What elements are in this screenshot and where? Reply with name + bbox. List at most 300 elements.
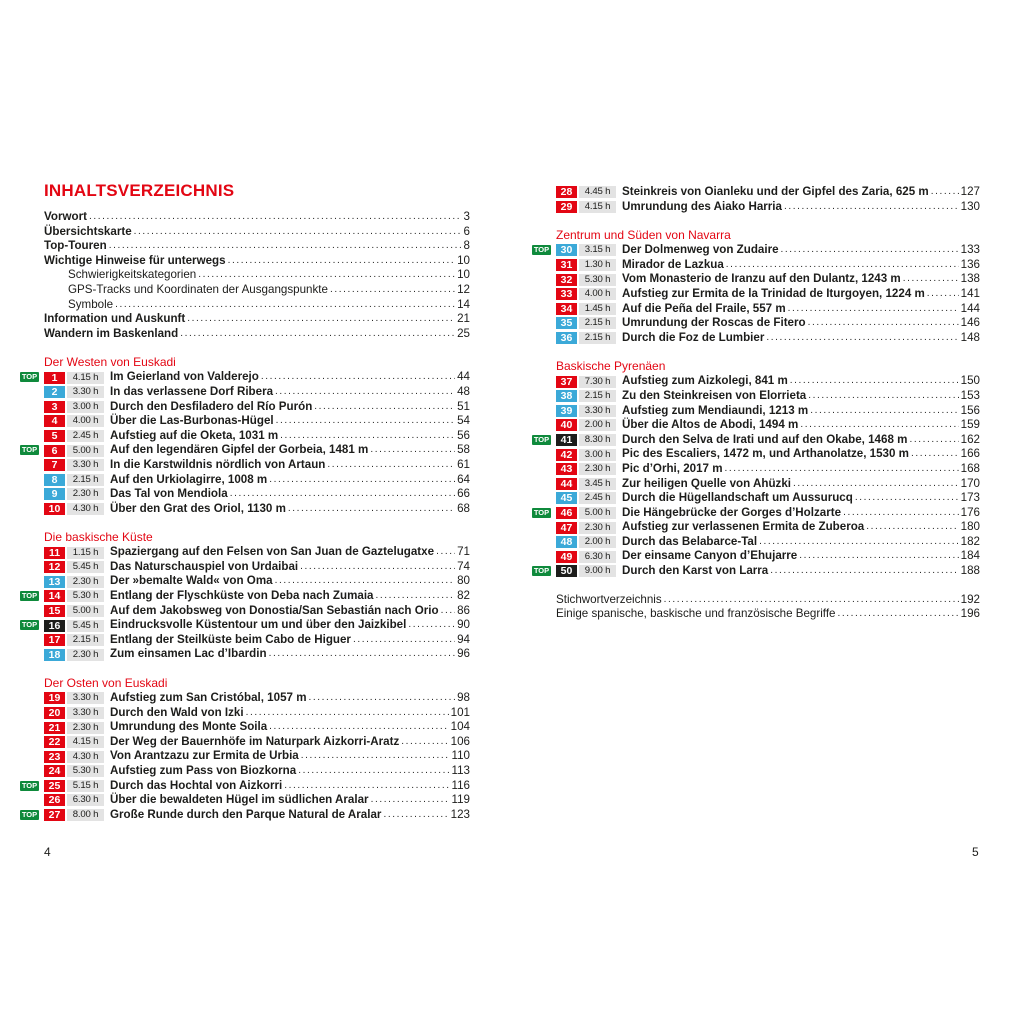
- dot-leader: [799, 549, 958, 564]
- entry-title: Schwierigkeitskategorien: [68, 268, 197, 282]
- tour-entry[interactable]: [556, 331, 980, 346]
- tour-page: 56: [457, 428, 470, 442]
- tour-title: Große Runde durch den Parque Natural de Aralar: [110, 807, 382, 821]
- duration-badge: 5.00 h: [67, 605, 104, 617]
- tour-title: Mirador de Lazkua: [622, 257, 724, 271]
- dot-leader: [726, 258, 959, 273]
- tour-entry[interactable]: [556, 418, 980, 433]
- tour-entry[interactable]: [44, 385, 470, 400]
- tour-title: Durch die Hügellandschaft um Aussurucq: [622, 491, 853, 505]
- tour-number-badge: 27: [44, 809, 65, 821]
- tour-entry[interactable]: [21, 618, 470, 633]
- dot-leader: [288, 502, 455, 517]
- tour-number-badge: 42: [556, 449, 577, 461]
- tour-number-badge: 3: [44, 401, 65, 413]
- tour-title: Durch den Selva de Irati und auf den Okabe, 1468 m: [622, 432, 908, 446]
- dot-leader: [808, 389, 958, 404]
- tour-entry[interactable]: [44, 473, 470, 488]
- tour-number-badge: 47: [556, 522, 577, 534]
- dot-leader: [298, 764, 449, 779]
- duration-badge: 2.15 h: [67, 634, 104, 646]
- tour-title: Eindrucksvolle Küstentour um und über den Jaizkibel: [110, 618, 407, 632]
- tour-title: Der Dolmenweg von Zudaire: [622, 243, 779, 257]
- toc-entry[interactable]: [556, 607, 980, 622]
- dot-leader: [725, 462, 959, 477]
- tour-title: Aufstieg zum San Cristóbal, 1057 m: [110, 691, 307, 705]
- tour-entry[interactable]: [533, 243, 980, 258]
- tour-entry[interactable]: [44, 691, 470, 706]
- entry-page: 14: [457, 297, 470, 311]
- tour-number-badge: 1: [44, 372, 65, 384]
- tour-page: 150: [960, 374, 980, 388]
- duration-badge: 5.15 h: [67, 780, 104, 792]
- right-sections: [533, 228, 980, 578]
- tour-entry[interactable]: [44, 414, 470, 429]
- duration-badge: 4.30 h: [67, 503, 104, 515]
- tour-title: Zum einsamen Lac d’Ibardin: [110, 647, 267, 661]
- top-badge: TOP: [533, 434, 550, 444]
- tour-entry[interactable]: [533, 564, 980, 579]
- dot-leader: [843, 506, 959, 521]
- dot-leader: [401, 735, 448, 750]
- tour-number-badge: 18: [44, 649, 65, 661]
- tour-number-badge: 14: [44, 590, 65, 602]
- tour-number-badge: 37: [556, 376, 577, 388]
- page-title: INHALTSVERZEICHNIS: [44, 181, 235, 200]
- top-badge: TOP: [21, 809, 38, 819]
- dot-leader: [788, 302, 959, 317]
- duration-badge: 3.00 h: [579, 449, 616, 461]
- duration-badge: 4.15 h: [67, 372, 104, 384]
- tour-entry[interactable]: [44, 793, 470, 808]
- duration-badge: 5.45 h: [67, 620, 104, 632]
- tour-entry[interactable]: [44, 647, 470, 662]
- tour-entry[interactable]: [556, 520, 980, 535]
- duration-badge: 6.30 h: [579, 551, 616, 563]
- entry-page: 196: [960, 607, 980, 621]
- dot-leader: [766, 331, 958, 346]
- toc-entry[interactable]: [44, 239, 470, 254]
- right-page-column: [533, 185, 980, 622]
- tour-number-badge: 46: [556, 507, 577, 519]
- entry-page: 21: [457, 312, 470, 326]
- dot-leader: [134, 225, 462, 240]
- duration-badge: 6.30 h: [67, 794, 104, 806]
- duration-badge: 3.30 h: [67, 459, 104, 471]
- tour-title: In die Karstwildnis nördlich von Artaun: [110, 457, 326, 471]
- tour-number-badge: 17: [44, 634, 65, 646]
- tour-page: 113: [451, 764, 470, 777]
- tour-page: 136: [960, 257, 980, 271]
- tour-page: 138: [960, 272, 980, 286]
- tour-title: Umrundung der Roscas de Fitero: [622, 316, 806, 330]
- tour-entry[interactable]: [44, 487, 470, 502]
- toc-entry[interactable]: [44, 268, 470, 283]
- tour-title: Zu den Steinkreisen von Elorrieta: [622, 388, 807, 402]
- tour-entry[interactable]: [44, 429, 470, 444]
- tour-number-badge: 33: [556, 288, 577, 300]
- duration-badge: 3.00 h: [67, 401, 104, 413]
- entry-title: Wandern im Baskenland: [44, 326, 179, 340]
- tour-number-badge: 9: [44, 488, 65, 500]
- duration-badge: 7.30 h: [579, 376, 616, 388]
- duration-badge: 2.15 h: [579, 317, 616, 329]
- tour-title: Pic des Escaliers, 1472 m, und Arthanolatze, 1530 m: [622, 447, 909, 461]
- tour-number-badge: 11: [44, 547, 65, 559]
- duration-badge: 5.45 h: [67, 561, 104, 573]
- duration-badge: 3.30 h: [67, 386, 104, 398]
- left-sections: [21, 355, 470, 822]
- tour-page: 66: [457, 487, 470, 501]
- dot-leader: [911, 447, 959, 462]
- tour-title: Durch den Karst von Larra: [622, 564, 769, 578]
- tour-title: Die Hängebrücke der Gorges d’Holzarte: [622, 505, 842, 519]
- dot-leader: [436, 545, 455, 560]
- dot-leader: [269, 473, 455, 488]
- tour-number-badge: 2: [44, 386, 65, 398]
- tour-title: Auf den legendären Gipfel der Gorbeia, 1481 m: [110, 443, 369, 457]
- duration-badge: 4.30 h: [67, 751, 104, 763]
- dot-leader: [664, 593, 959, 608]
- section-heading: Der Westen von Euskadi: [44, 355, 176, 370]
- tour-title: Der »bemalte Wald« von Oma: [110, 574, 273, 588]
- duration-badge: 2.30 h: [67, 576, 104, 588]
- tour-entry[interactable]: [556, 447, 980, 462]
- entry-title: Top-Touren: [44, 239, 107, 253]
- tour-page: 68: [457, 501, 470, 515]
- tour-page: 58: [457, 443, 470, 457]
- duration-badge: 3.30 h: [579, 405, 616, 417]
- tour-page: 44: [457, 370, 470, 384]
- tour-entry[interactable]: [556, 258, 980, 273]
- tour-entry[interactable]: [44, 604, 470, 619]
- tour-title: Über den Grat des Oriol, 1130 m: [110, 501, 286, 515]
- dot-leader: [903, 272, 959, 287]
- tour-page: 188: [960, 564, 980, 578]
- tour-entry[interactable]: [556, 287, 980, 302]
- tour-entry[interactable]: [556, 535, 980, 550]
- tour-title: Umrundung des Monte Soila: [110, 720, 268, 734]
- dot-leader: [784, 200, 959, 215]
- dot-leader: [269, 647, 456, 662]
- tour-number-badge: 8: [44, 474, 65, 486]
- tour-number-badge: 12: [44, 561, 65, 573]
- tour-entry[interactable]: [556, 549, 980, 564]
- duration-badge: 4.00 h: [579, 288, 616, 300]
- tour-entry[interactable]: [21, 443, 470, 458]
- tour-number-badge: 25: [44, 780, 65, 792]
- dot-leader: [330, 283, 455, 298]
- entry-title: Wichtige Hinweise für unterwegs: [44, 253, 226, 267]
- tour-entry[interactable]: [556, 185, 980, 200]
- tour-entry[interactable]: [556, 491, 980, 506]
- duration-badge: 2.30 h: [67, 722, 104, 734]
- tour-entry[interactable]: [556, 404, 980, 419]
- tour-entry[interactable]: [44, 400, 470, 415]
- toc-entry[interactable]: [44, 210, 470, 225]
- tour-page: 119: [451, 793, 470, 807]
- tour-entry[interactable]: [556, 462, 980, 477]
- tour-title: Der einsame Canyon d’Ehujarre: [622, 549, 798, 563]
- dot-leader: [109, 239, 462, 254]
- duration-badge: 9.00 h: [579, 565, 616, 577]
- duration-badge: 4.00 h: [67, 415, 104, 427]
- spacer: [556, 579, 980, 593]
- tour-entry[interactable]: [556, 272, 980, 287]
- tour-page: 176: [960, 505, 980, 519]
- tour-number-badge: 28: [556, 186, 577, 198]
- tour-entry[interactable]: [44, 706, 470, 721]
- tour-number-badge: 48: [556, 536, 577, 548]
- duration-badge: 3.45 h: [579, 478, 616, 490]
- tour-entry[interactable]: [44, 574, 470, 589]
- top-badge: TOP: [21, 780, 38, 790]
- tour-page: 153: [960, 388, 980, 402]
- duration-badge: 2.30 h: [67, 488, 104, 500]
- tour-entry[interactable]: [556, 302, 980, 317]
- toc-entry[interactable]: [44, 327, 470, 342]
- top-badge: TOP: [533, 507, 550, 517]
- tour-entry[interactable]: [556, 200, 980, 215]
- dot-leader: [269, 720, 448, 735]
- tour-title: Durch die Foz de Lumbier: [622, 330, 765, 344]
- tour-entry[interactable]: [556, 477, 980, 492]
- top-badge: TOP: [533, 245, 550, 255]
- dot-leader: [180, 327, 455, 342]
- entry-page: 25: [457, 326, 470, 340]
- tour-page: 64: [457, 472, 470, 486]
- tour-entry[interactable]: [44, 633, 470, 648]
- dot-leader: [284, 779, 449, 794]
- tour-title: Aufstieg zum Aizkolegi, 841 m: [622, 374, 788, 388]
- tour-entry[interactable]: [44, 764, 470, 779]
- dot-leader: [793, 477, 959, 492]
- dot-leader: [781, 243, 959, 258]
- tour-number-badge: 30: [556, 244, 577, 256]
- tour-entry[interactable]: [44, 735, 470, 750]
- tour-page: 106: [450, 734, 470, 748]
- duration-badge: 5.00 h: [67, 445, 104, 457]
- tour-number-badge: 41: [556, 434, 577, 446]
- tour-page: 173: [960, 491, 980, 505]
- tour-number-badge: 40: [556, 419, 577, 431]
- tour-page: 61: [457, 457, 470, 471]
- entry-page: 192: [960, 592, 980, 606]
- tour-title: Durch den Desfiladero del Río Purón: [110, 399, 313, 413]
- tour-number-badge: 19: [44, 692, 65, 704]
- tour-entry[interactable]: [44, 545, 470, 560]
- tour-title: Entlang der Steilküste beim Cabo de Higuer: [110, 632, 351, 646]
- tour-number-badge: 39: [556, 405, 577, 417]
- dot-leader: [927, 287, 959, 302]
- dot-leader: [810, 404, 958, 419]
- entry-title: Symbole: [68, 297, 114, 311]
- entry-page: 6: [463, 224, 470, 238]
- tour-title: Der Weg der Bauernhöfe im Naturpark Aizkorri-Aratz: [110, 734, 400, 748]
- tour-page: 148: [960, 330, 980, 344]
- dot-leader: [909, 433, 958, 448]
- left-page-number: 4: [44, 845, 51, 859]
- dot-leader: [187, 312, 455, 327]
- entry-title: Vorwort: [44, 210, 87, 223]
- tour-title: Das Naturschauspiel von Urdaibai: [110, 559, 299, 573]
- tour-title: Zur heiligen Quelle von Ahüzki: [622, 476, 791, 490]
- toc-entry[interactable]: [44, 283, 470, 298]
- tour-entry[interactable]: [44, 720, 470, 735]
- tour-page: 166: [960, 447, 980, 461]
- tour-number-badge: 15: [44, 605, 65, 617]
- dot-leader: [353, 633, 455, 648]
- duration-badge: 2.45 h: [579, 492, 616, 504]
- tour-number-badge: 34: [556, 303, 577, 315]
- entry-page: 10: [457, 268, 470, 282]
- tour-page: 127: [960, 185, 980, 198]
- section-heading: Zentrum und Süden von Navarra: [556, 228, 731, 243]
- toc-entry[interactable]: [556, 593, 980, 608]
- tour-number-badge: 13: [44, 576, 65, 588]
- tour-entry[interactable]: [533, 505, 980, 521]
- dot-leader: [759, 535, 959, 550]
- tour-entry[interactable]: [21, 778, 470, 794]
- toc-entry[interactable]: [44, 312, 470, 327]
- duration-badge: 2.00 h: [579, 419, 616, 431]
- section-heading: Die baskische Küste: [44, 530, 153, 545]
- tour-title: Auf dem Jakobsweg von Donostia/San Sebastián nach Orio: [110, 603, 439, 617]
- dot-leader: [246, 706, 449, 721]
- tour-page: 141: [960, 286, 980, 300]
- dot-leader: [198, 268, 455, 283]
- tour-title: Durch das Hochtal von Aizkorri: [110, 778, 283, 792]
- tour-entry[interactable]: [44, 502, 470, 517]
- tour-number-badge: 22: [44, 736, 65, 748]
- tour-page: 80: [457, 574, 470, 588]
- tour-title: Vom Monasterio de Iranzu auf den Dulantz, 1243 m: [622, 272, 901, 286]
- tour-title: Auf die Peña del Fraile, 557 m: [622, 301, 786, 315]
- dot-leader: [230, 487, 455, 502]
- tour-page: 168: [960, 461, 980, 475]
- entry-title: Information und Auskunft: [44, 312, 186, 326]
- duration-badge: 1.15 h: [67, 547, 104, 559]
- tour-page: 182: [960, 534, 980, 548]
- tour-number-badge: 29: [556, 201, 577, 213]
- dot-leader: [301, 749, 450, 764]
- tour-entry[interactable]: [21, 807, 470, 823]
- tour-page: 104: [450, 720, 470, 734]
- tour-page: 162: [960, 432, 980, 446]
- entry-page: 12: [457, 282, 470, 296]
- top-badge: TOP: [533, 566, 550, 576]
- tour-page: 146: [960, 316, 980, 330]
- toc-entry[interactable]: [44, 225, 470, 240]
- dot-leader: [371, 793, 450, 808]
- tour-number-badge: 50: [556, 565, 577, 577]
- tour-page: 130: [960, 199, 980, 213]
- tour-title: Aufstieg zum Mendiaundi, 1213 m: [622, 403, 809, 417]
- tour-entry[interactable]: [556, 374, 980, 389]
- tour-page: 184: [960, 549, 980, 563]
- duration-badge: 4.45 h: [579, 186, 616, 198]
- entry-page: 3: [463, 210, 470, 223]
- entry-title: GPS-Tracks und Koordinaten der Ausgangspunkte: [68, 282, 328, 296]
- tour-title: Über die Las-Burbonas-Hügel: [110, 414, 274, 428]
- tour-entry[interactable]: [556, 316, 980, 331]
- duration-badge: 5.30 h: [579, 274, 616, 286]
- tour-page: 96: [457, 647, 470, 661]
- tour-number-badge: 36: [556, 332, 577, 344]
- tour-number-badge: 38: [556, 390, 577, 402]
- tour-title: Steinkreis von Oianleku und der Gipfel des Zaria, 625 m: [622, 185, 929, 198]
- dot-leader: [115, 298, 455, 313]
- dot-leader: [408, 618, 455, 633]
- tour-page: 90: [457, 618, 470, 632]
- tour-page: 74: [457, 559, 470, 573]
- tour-title: Über die Altos de Abodi, 1494 m: [622, 418, 799, 432]
- dot-leader: [376, 589, 456, 604]
- duration-badge: 8.30 h: [579, 434, 616, 446]
- tour-entry[interactable]: [556, 389, 980, 404]
- top-badge: TOP: [21, 591, 38, 601]
- tour-title: Durch das Belabarce-Tal: [622, 534, 758, 548]
- tour-number-badge: 24: [44, 765, 65, 777]
- dot-leader: [370, 443, 455, 458]
- top-badge: TOP: [21, 620, 38, 630]
- dot-leader: [309, 691, 456, 706]
- tour-title: In das verlassene Dorf Ribera: [110, 384, 274, 398]
- dot-leader: [808, 316, 959, 331]
- front-matter-list: [44, 210, 470, 341]
- duration-badge: 2.45 h: [67, 430, 104, 442]
- tour-number-badge: 45: [556, 492, 577, 504]
- tour-title: Umrundung des Aiako Harria: [622, 199, 782, 213]
- tour-number-badge: 6: [44, 445, 65, 457]
- tour-page: 180: [960, 520, 980, 534]
- tour-page: 159: [960, 418, 980, 432]
- tour-number-badge: 32: [556, 274, 577, 286]
- tour-page: 116: [451, 778, 470, 792]
- dot-leader: [800, 418, 958, 433]
- tour-title: Pic d’Orhi, 2017 m: [622, 461, 723, 475]
- duration-badge: 5.30 h: [67, 590, 104, 602]
- tour-page: 86: [457, 603, 470, 617]
- dot-leader: [855, 491, 959, 506]
- left-page-column: [21, 180, 470, 822]
- tour-number-badge: 35: [556, 317, 577, 329]
- tour-title: Aufstieg auf die Oketa, 1031 m: [110, 428, 279, 442]
- dot-leader: [314, 400, 455, 415]
- duration-badge: 1.45 h: [579, 303, 616, 315]
- tour-entry[interactable]: [533, 432, 980, 448]
- tour-entry[interactable]: [44, 560, 470, 575]
- tour-entry[interactable]: [21, 589, 470, 604]
- tour-title: Auf den Urkiolagirre, 1008 m: [110, 472, 268, 486]
- dot-leader: [838, 607, 959, 622]
- duration-badge: 2.15 h: [579, 332, 616, 344]
- tour-page: 51: [457, 399, 470, 413]
- duration-badge: 2.30 h: [579, 522, 616, 534]
- tour-title: Das Tal von Mendiola: [110, 487, 228, 501]
- dot-leader: [327, 458, 455, 473]
- dot-leader: [441, 604, 456, 619]
- tour-title: Über die bewaldeten Hügel im südlichen Aralar: [110, 793, 369, 807]
- toc-entry[interactable]: [44, 298, 470, 313]
- entry-page: 8: [463, 239, 470, 253]
- tour-entry[interactable]: [21, 370, 470, 385]
- duration-badge: 4.15 h: [67, 736, 104, 748]
- tour-page: 94: [457, 632, 470, 646]
- tour-entry[interactable]: [44, 749, 470, 764]
- tour-entry[interactable]: [44, 458, 470, 473]
- toc-entry[interactable]: [44, 254, 470, 269]
